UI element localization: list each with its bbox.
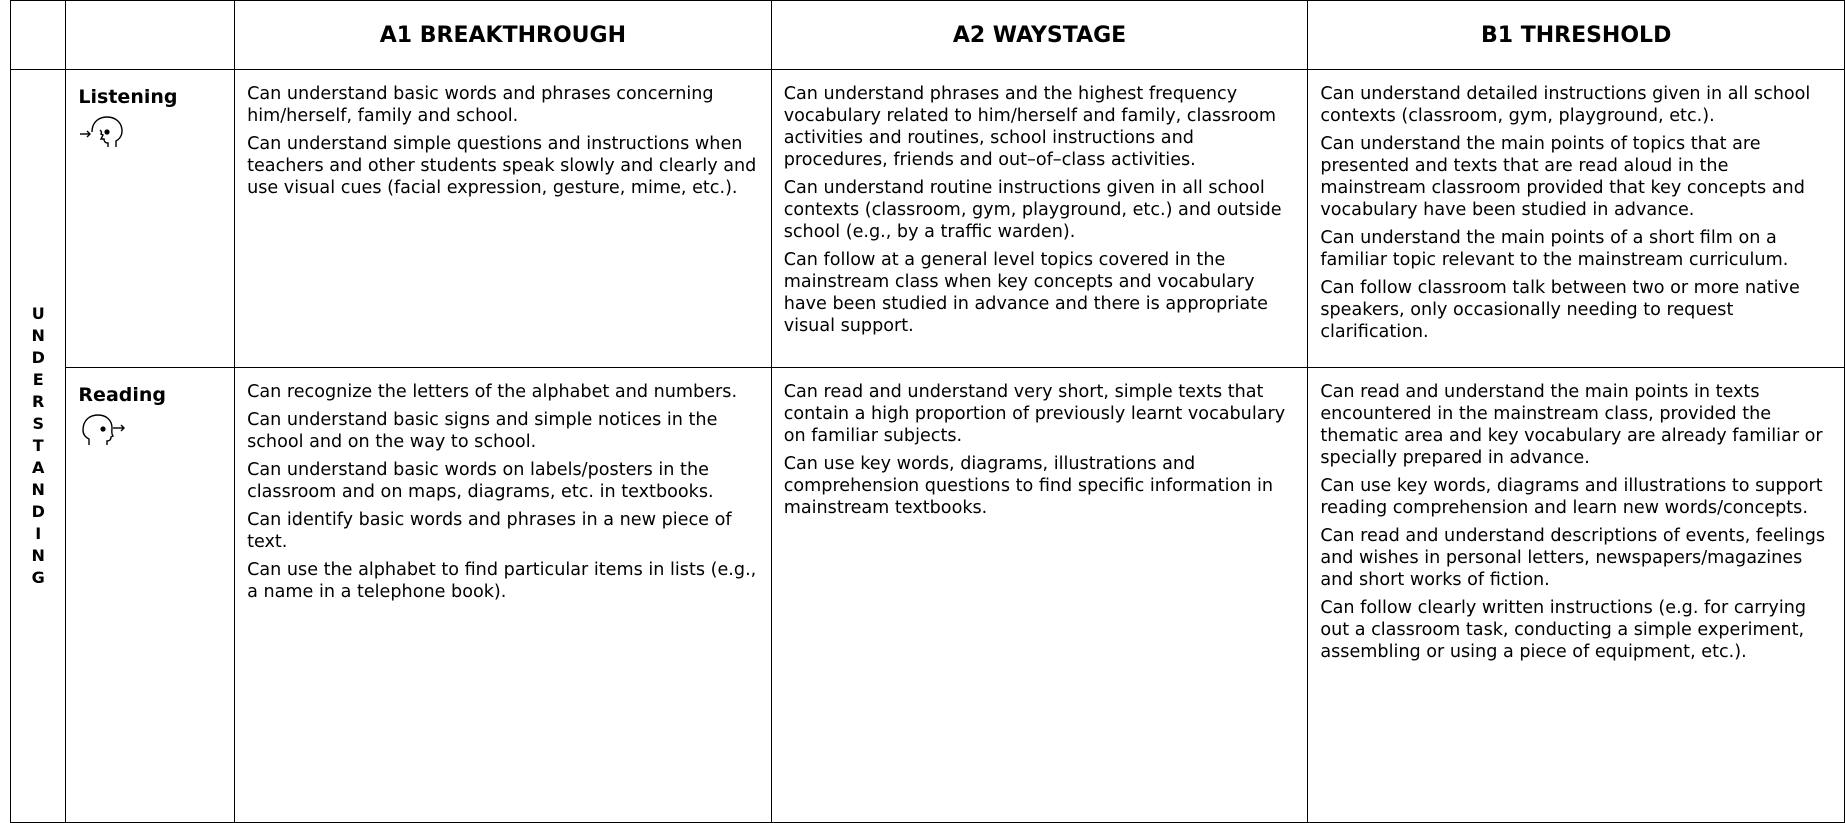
skill-label-reading: Reading — [78, 384, 166, 406]
cell-reading-b1 — [1308, 368, 1845, 823]
listening-head-icon — [78, 114, 224, 153]
section-letter: R — [32, 392, 45, 411]
descriptor: Can use key words, diagrams and illustrations to support reading comprehension and learn new words/concepts. — [1320, 476, 1823, 518]
header-a1: A1 BREAKTHROUGH — [235, 1, 772, 70]
skill-cell-listening — [66, 70, 235, 368]
section-letter: I — [35, 524, 42, 543]
descriptor: Can identify basic words and phrases in a new piece of text. — [247, 510, 732, 552]
section-letter: N — [31, 546, 45, 565]
descriptor: Can follow at a general level topics covered in the mainstream class when key concepts and vocabulary have been studied in advance and there is appropriate visual support. — [783, 250, 1268, 336]
cell-listening-a1 — [235, 70, 772, 368]
section-letter: D — [31, 348, 45, 367]
section-letters — [11, 303, 65, 589]
descriptor: Can understand basic words and phrases concerning him/herself, family and school. — [247, 84, 714, 126]
cell-reading-a1 — [235, 368, 772, 823]
descriptor: Can understand basic words on labels/posters in the classroom and on maps, diagrams, etc. in textbooks. — [247, 460, 714, 502]
descriptor-table — [10, 0, 1845, 823]
section-letter: G — [31, 568, 45, 587]
descriptor: Can understand the main points of a short film on a familiar topic relevant to the mainstream curriculum. — [1320, 228, 1789, 270]
section-letter: U — [31, 304, 45, 323]
header-a2: A2 WAYSTAGE — [771, 1, 1308, 70]
descriptor: Can follow classroom talk between two or more native speakers, only occasionally needing to request clarification. — [1320, 278, 1800, 342]
descriptor: Can understand basic signs and simple notices in the school and on the way to school. — [247, 410, 718, 452]
cell-listening-b1 — [1308, 70, 1845, 368]
descriptor: Can understand detailed instructions given in all school contexts (classroom, gym, playground, etc.). — [1320, 84, 1811, 126]
descriptor: Can use key words, diagrams, illustrations and comprehension questions to find specific information in mainstream textbooks. — [783, 454, 1274, 518]
skill-cell-reading — [66, 368, 235, 823]
descriptor: Can understand phrases and the highest frequency vocabulary related to him/herself and family, classroom activities and routines, school instructions and procedures, friends and out–of–class activities. — [783, 84, 1276, 170]
section-label-understanding — [11, 70, 66, 823]
section-letter: S — [32, 414, 44, 433]
corner-cell-empty — [11, 1, 66, 70]
cell-reading-a2 — [771, 368, 1308, 823]
corner-cell-skill — [66, 1, 235, 70]
descriptor: Can read and understand the main points in texts encountered in the mainstream class, provided the thematic area and key vocabulary are already familiar or specially prepared in advance. — [1320, 382, 1823, 468]
descriptor: Can recognize the letters of the alphabet and numbers. — [247, 382, 738, 402]
reading-head-icon — [78, 412, 224, 451]
descriptor: Can understand routine instructions given in all school contexts (classroom, gym, playground, etc.) and outside school (e.g., by a traffic warden). — [783, 178, 1282, 242]
cell-listening-a2 — [771, 70, 1308, 368]
header-row — [11, 1, 1845, 70]
descriptor: Can understand simple questions and instructions when teachers and other students speak slowly and clearly and use visual cues (facial expression, gesture, mime, etc.). — [247, 134, 757, 198]
skill-label-listening: Listening — [78, 86, 178, 108]
descriptor: Can read and understand descriptions of events, feelings and wishes in personal letters, newspapers/magazines and short works of fiction. — [1320, 526, 1826, 590]
header-b1: B1 THRESHOLD — [1308, 1, 1845, 70]
table-row-listening — [11, 70, 1845, 368]
section-letter: N — [31, 480, 45, 499]
descriptor: Can use the alphabet to find particular items in lists (e.g., a name in a telephone book). — [247, 560, 757, 602]
descriptor: Can understand the main points of topics that are presented and texts that are read aloud in the mainstream classroom provided that key concepts and vocabulary have been studied in advance. — [1320, 134, 1805, 220]
descriptor: Can read and understand very short, simple texts that contain a high proportion of previously learnt vocabulary on familiar subjects. — [783, 382, 1286, 446]
section-letter: D — [31, 502, 45, 521]
descriptor: Can follow clearly written instructions (e.g. for carrying out a classroom task, conducting a simple experiment, assembling or using a piece of equipment, etc.). — [1320, 598, 1807, 662]
table-row-reading — [11, 368, 1845, 823]
section-letter: A — [32, 458, 45, 477]
section-letter: N — [31, 326, 45, 345]
section-letter: T — [32, 436, 44, 455]
section-letter: E — [32, 370, 44, 389]
